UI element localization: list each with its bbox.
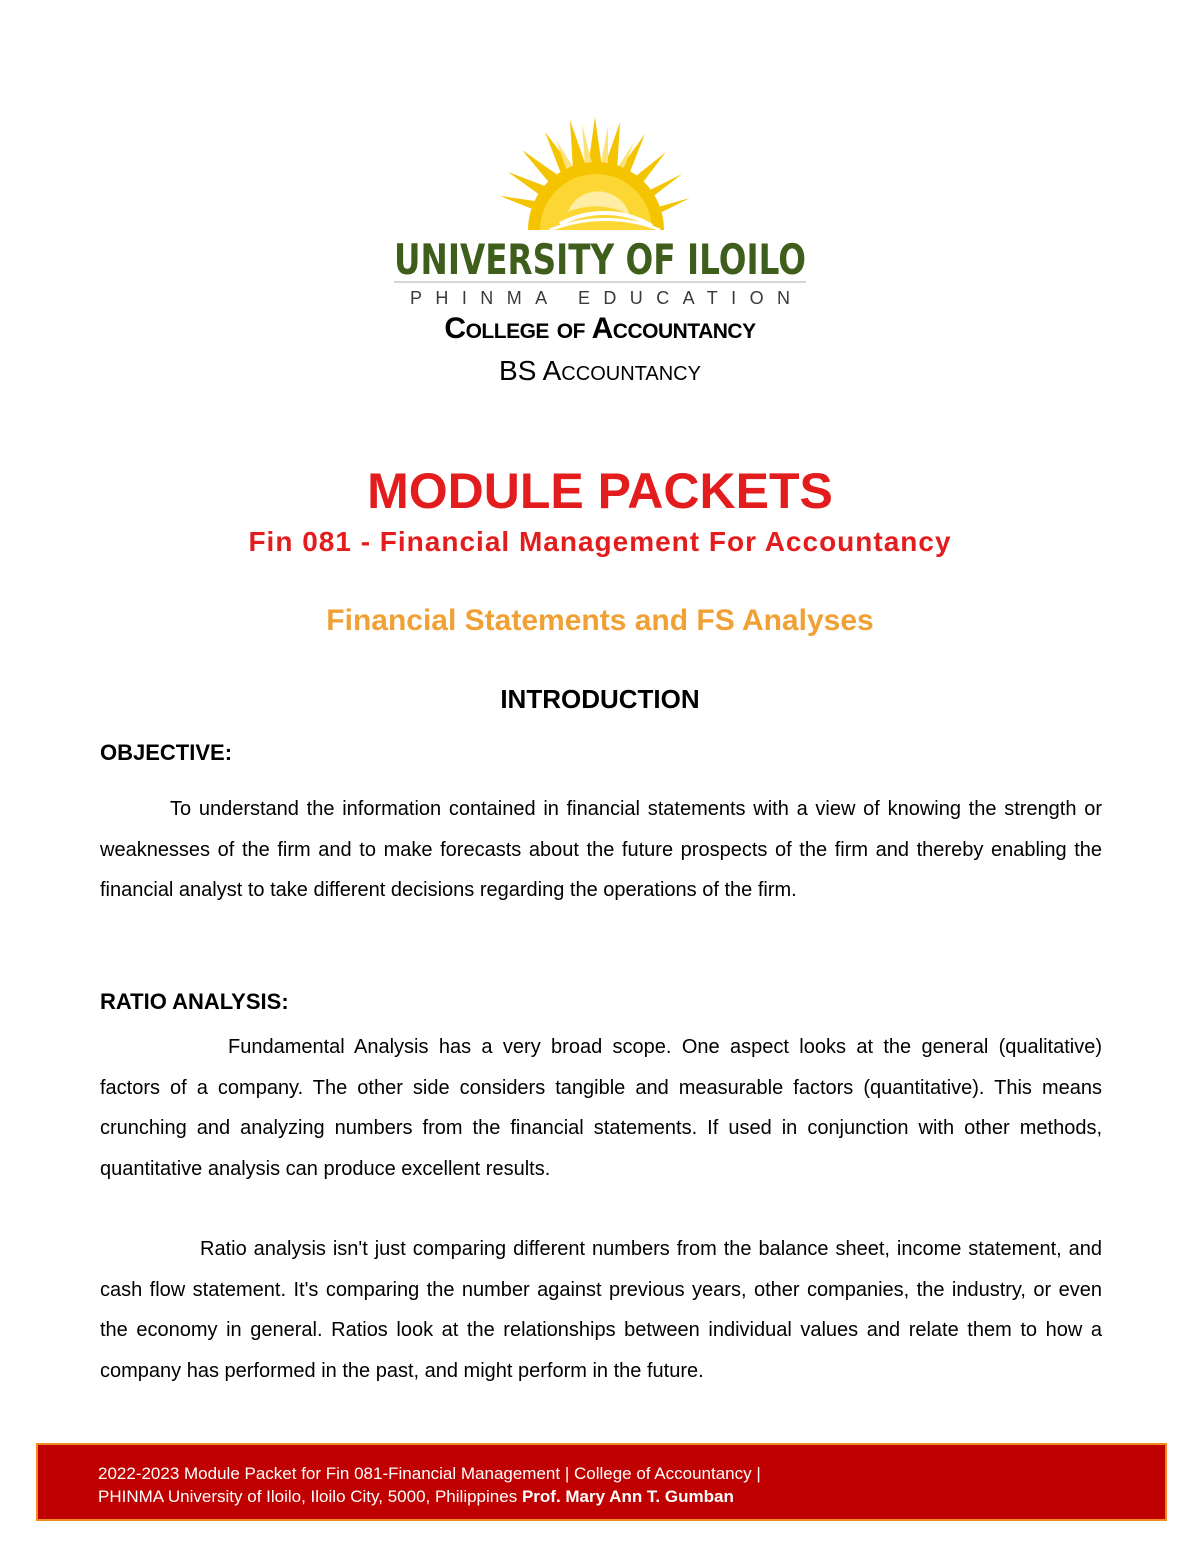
- sun-icon: [500, 117, 690, 230]
- objective-heading: OBJECTIVE:: [100, 740, 233, 765]
- ratio-analysis-paragraph-1: Fundamental Analysis has a very broad scope. One aspect looks at the general (qualitative) factors of a company. The other side considers tangible and measurable factors (quantitative). This means crunching and analyzing numbers from the financial statements. If used in conjunction with other methods, quantitative analysis can produce excellent results.: [100, 1036, 1102, 1180]
- logo-subtitle: PHINMA EDUCATION: [410, 288, 790, 308]
- footer-line-2: [98, 1487, 734, 1507]
- college-name: College of Accountancy: [444, 312, 756, 345]
- footer-author: Prof. Mary Ann T. Gumban: [521, 1487, 734, 1506]
- ratio-analysis-heading: RATIO ANALYSIS:: [100, 989, 289, 1014]
- program-name: BS Accountancy: [499, 355, 701, 386]
- logo-university-name: UNIVERSITY OF ILOILO: [394, 235, 806, 284]
- footer-line-1: 2022-2023 Module Packet for Fin 081-Financial Management | College of Accountancy |: [98, 1464, 761, 1483]
- course-title: Fin 081 - Financial Management For Accountancy: [248, 526, 952, 557]
- section-title: INTRODUCTION: [500, 684, 700, 714]
- university-logo: [390, 112, 810, 312]
- topic-title: Financial Statements and FS Analyses: [326, 604, 874, 637]
- page-footer: [36, 1443, 1167, 1521]
- ratio-analysis-paragraph-2: Ratio analysis isn't just comparing different numbers from the balance sheet, income statement, and cash flow statement. It's comparing the number against previous years, other companies, the industry, or even the economy in general. Ratios look at the relationships between individual values and relate them to how a company has performed in the past, and might perform in the future.: [100, 1238, 1102, 1382]
- objective-paragraph: To understand the information contained in financial statements with a view of knowing the strength or weaknesses of the firm and to make forecasts about the future prospects of the firm and thereby enabling the financial analyst to take different decisions regarding the operations of the firm.: [100, 798, 1102, 901]
- module-title: MODULE PACKETS: [367, 463, 833, 519]
- footer-address: PHINMA University of Iloilo, Iloilo City, 5000, Philippines: [98, 1487, 518, 1506]
